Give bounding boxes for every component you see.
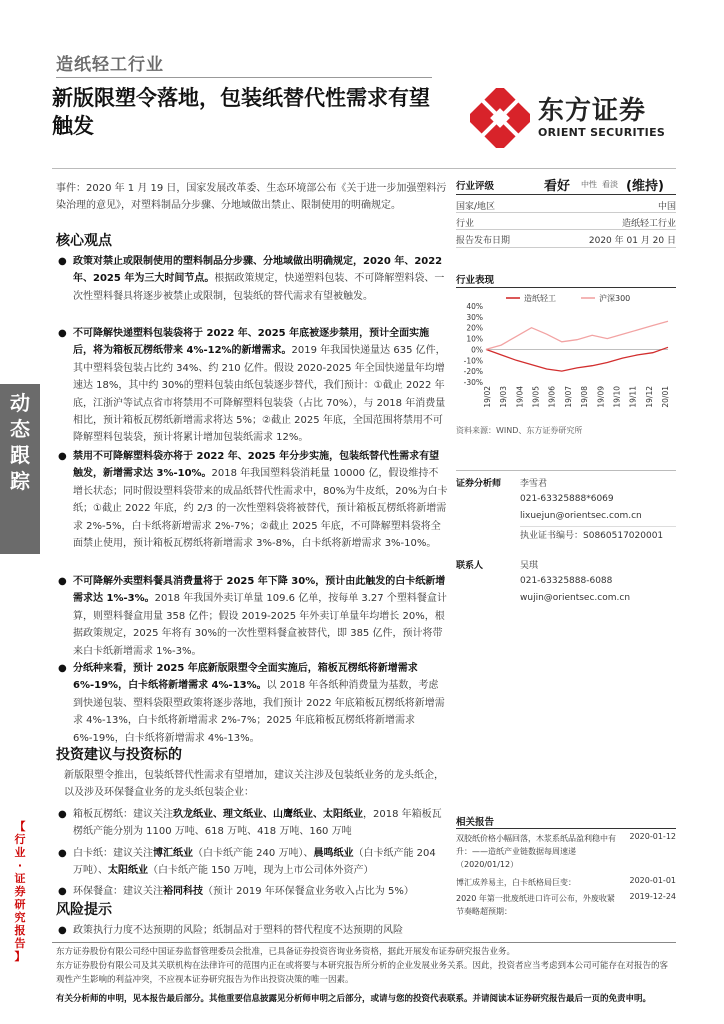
x-tick-label: 19/10 [612, 386, 622, 408]
row-value: 2020 年 01 月 20 日 [588, 236, 676, 246]
x-tick-label: 19/02 [483, 386, 492, 408]
item-post: （白卡纸产能 150 万吨，现为上市公司体外资产） [148, 865, 374, 877]
invest-item: ● 环保餐盒：建议关注裕同科技（预计 2019 年环保餐盒业务收入占比为 5%） [58, 886, 414, 897]
bullet-bold: 不可降解快递塑料包装袋将于 2022 年、2025 年底被逐步禁用，预计全面实施后，将为箱板瓦楞纸带来 4%-12%的新增需求。 [73, 328, 430, 357]
analyst-cert: 执业证书编号：S0860517020001 [520, 531, 664, 541]
rating-box [456, 176, 676, 252]
divider [456, 229, 676, 230]
item-pre: 环保餐盒：建议关注 [73, 886, 163, 897]
analyst-name: 李雪君 [520, 479, 548, 489]
rating-value: 看好 [544, 179, 571, 194]
legend-label: 沪深300 [599, 294, 631, 303]
item-bold: 博汇纸业 [153, 848, 193, 859]
core-bullet: ● 不可降解快递塑料包装袋将于 2022 年、2025 年底被逐步禁用，预计全面实施后，将为箱板瓦楞纸带来 4%-12%的新增需求。2019 年我国快递量达 635 亿件，其中塑料袋包装占比约 34%、约 210 亿件。假设 2020-2025 年全国快递量年均增速达 18%，其中约 30%的塑料包装由纸包装逐步替代，我们预计：①截止 2022 年底，江浙沪等试点省市将禁用不可降解塑料包装袋（占比 70%），与 2018 年消费量相比，预计箱板瓦楞纸新增需求将达 5%；②截止 2025 年底，全国范围将禁用不可降解塑料包装袋，预计将累计增加包装纸需求 12%。 [58, 328, 446, 444]
orient-logo-icon [470, 88, 530, 148]
analyst-label: 证券分析师 [456, 479, 502, 489]
x-tick-label: 19/12 [644, 386, 654, 408]
divider [456, 287, 676, 288]
legend-label: 造纸轻工 [524, 294, 556, 303]
rating-row [456, 199, 676, 213]
invest-item: ● 白卡纸：建议关注博汇纸业（白卡纸产能 240 万吨）、晨鸣纸业（白卡纸产能 204 万吨）、太阳纸业（白卡纸产能 150 万吨，现为上市公司体外资产） [58, 848, 436, 877]
item-pre: 白卡纸：建议关注 [73, 848, 153, 859]
company-logo [470, 88, 680, 148]
related-date: 2019-12-24 [629, 892, 676, 901]
divider [56, 77, 432, 78]
side-tag-char: 证 [14, 872, 26, 885]
x-tick-label: 19/03 [499, 386, 509, 408]
performance-heading: 行业表现 [456, 275, 495, 286]
risk-heading: 风险提示 [56, 902, 112, 918]
side-tag-char: · [17, 859, 23, 872]
side-tag [8, 820, 32, 963]
bullet-bold: 禁用不可降解塑料袋亦将于 2022 年、2025 年分步实施，包装纸替代性需求有望触发，新增需求达 3%-10%。 [73, 451, 440, 480]
bullet-bold: 不可降解外卖塑料餐具消费量将于 2025 年下降 30%，预计由此触发的白卡纸新增需求达 1%-3%。 [73, 576, 446, 605]
core-bullet: ● 政策对禁止或限制使用的塑料制品分步骤、分地域做出明确规定，2020 年、2022 年、2025 年为三大时间节点。根据政策规定，快递塑料包装、不可降解塑料袋、一次性塑料餐具将逐步被禁止或限制，包装纸的替代需求有望被触发。 [58, 256, 445, 302]
item-mid: （白卡纸产能 240 万吨）、 [193, 848, 314, 859]
row-value: 造纸轻工行业 [621, 219, 676, 229]
divider [52, 942, 676, 943]
invest-intro: 新版限塑令推出，包装纸替代性需求有望增加，建议关注涉及包装纸业务的龙头纸企，以及涉及环保餐盒业务的龙头纸包装企业： [64, 770, 444, 799]
y-tick-label: 0% [471, 345, 483, 355]
contact-email[interactable]: wujin@orientsec.com.cn [520, 593, 631, 603]
item-post: （预计 2019 年环保餐盒业务收入占比为 5%） [203, 886, 414, 897]
x-tick-label: 19/04 [515, 386, 525, 408]
series-line [486, 321, 668, 349]
rating-maintain: (维持) [626, 179, 664, 194]
invest-item: ● 箱板瓦楞纸：建议关注玖龙纸业、理文纸业、山鹰纸业、太阳纸业，2018 年箱板瓦楞纸产能分别为 1100 万吨、618 万吨、418 万吨、160 万吨 [58, 809, 442, 838]
x-tick-label: 19/09 [596, 386, 606, 408]
y-tick-label: 40% [466, 302, 483, 311]
core-heading: 核心观点 [56, 233, 112, 249]
divider [456, 247, 676, 248]
invest-heading: 投资建议与投资标的 [56, 747, 182, 763]
divider [456, 828, 676, 829]
x-tick-label: 19/11 [628, 386, 638, 408]
item-post: ，2018 年箱板瓦楞纸产能分别为 1100 万吨、618 万吨、418 万吨、160 万吨 [73, 809, 442, 838]
x-tick-label: 19/05 [531, 386, 541, 408]
side-tag-char: 【 [14, 820, 26, 833]
item-bold: 太阳纸业 [108, 865, 148, 877]
performance-chart [456, 290, 676, 422]
footer-license: 东方证券股份有限公司经中国证券监督管理委员会批准，已具备证券投资咨询业务资格，据此开展发布证券研究报告业务。 [56, 947, 516, 957]
contact-name: 吴琪 [520, 561, 539, 571]
side-tag-char: 行 [14, 833, 26, 846]
side-tab-text [0, 384, 40, 494]
analyst-phone: 021-63325888*6069 [520, 494, 614, 504]
bullet-text: 2019 年我国快递量达 635 亿件，其中塑料袋包装占比约 34%、约 210 亿件。假设 2020-2025 年全国快递量年均增速达 18%，其中约 30%的塑料包装由纸包装逐步替代，我们预计：①截止 2022 年底，江浙沪等试点省市将禁用不可降解塑料包装袋（占比 70%），与 2018 年消费量相比，预计箱板瓦楞纸新增需求将达 5%；②截止 2025 年底，全国范围将禁用不可降解塑料包装袋，预计将累计增加包装纸需求 12%。 [73, 345, 446, 444]
analyst-email[interactable]: lixuejun@orientsec.com.cn [520, 511, 642, 521]
item-mid: （白卡纸产能 204 万吨）、 [73, 848, 436, 877]
y-tick-label: -10% [463, 356, 483, 366]
related-date: 2020-01-12 [629, 832, 676, 841]
logo-chinese: 东方证券 [538, 96, 647, 126]
related-date: 2020-01-01 [629, 876, 676, 885]
divider [456, 470, 676, 471]
core-bullet: ● 禁用不可降解塑料袋亦将于 2022 年、2025 年分步实施，包装纸替代性需求有望触发，新增需求达 3%-10%。2018 年我国塑料袋消耗量 10000 亿，假设维持不增长状态；同时假设塑料袋带来的成品纸替代性需求中，80%为牛皮纸，20%为白卡纸；①截止 2022 年底，约 2/3 的一次性塑料袋将被替代，预计箱板瓦楞纸将新增需求 2%-5%，白卡纸将新增需求 2%-7%；②截止 2025 年底，不可降解塑料袋将全面禁止使用，预计箱板瓦楞纸将新增需求 3%-8%，白卡纸将新增需求 3%-10%。 [58, 451, 448, 550]
report-title: 新版限塑令落地，包装纸替代性需求有望触发 [52, 86, 430, 138]
row-key: 行业 [456, 219, 475, 229]
side-tag-char: 券 [14, 885, 26, 898]
side-tab-char: 踪 [10, 469, 30, 493]
item-pre: 箱板瓦楞纸：建议关注 [73, 809, 173, 820]
item-bold: 晨鸣纸业 [313, 848, 354, 859]
core-bullet: ● 分纸种来看，预计 2025 年底新版限塑令全面实施后，箱板瓦楞纸将新增需求 6%-19%，白卡纸将新增需求 4%-13%。以 2018 年各纸种消费量为基数，考虑到快递包装、塑料袋限塑政策将逐步落地，我们预计 2022 年底箱板瓦楞纸将新增需求 4%-13%，白卡纸将新增需求 2%-7%；2025 年底箱板瓦楞纸将新增需求 6%-19%，白卡纸将新增需求 4%-13%。 [58, 663, 445, 744]
side-tag-char: 报 [14, 924, 26, 937]
y-tick-label: -20% [463, 367, 483, 377]
rating-row [456, 216, 676, 230]
row-key: 国家/地区 [456, 202, 496, 212]
rating-opt-negative: 看淡 [602, 180, 618, 189]
side-tab-char: 动 [10, 391, 30, 415]
related-title[interactable]: 双胶纸价格小幅回落，木浆系纸品盈利稳中有升：——造纸产业链数据每周速递（2020/01/12） [456, 834, 616, 869]
x-tick-label: 19/08 [580, 386, 590, 408]
rating-row [456, 233, 676, 247]
row-value: 中国 [657, 202, 676, 212]
divider [520, 526, 676, 527]
series-line [486, 347, 668, 371]
item-bold: 玖龙纸业、理文纸业、山鹰纸业、太阳纸业 [173, 809, 363, 820]
side-tag-char: 告 [14, 937, 26, 950]
risk-text: 政策执行力度不达预期的风险；纸制品对于塑料的替代程度不达预期的风险 [73, 925, 403, 936]
chart-source: 资料来源：WIND、东方证券研究所 [456, 426, 583, 435]
side-tab-char: 态 [10, 417, 30, 441]
side-tag-char: 研 [14, 898, 26, 911]
rating-label: 行业评级 [456, 181, 495, 192]
y-tick-label: 20% [466, 323, 483, 333]
item-bold: 裕同科技 [163, 886, 203, 897]
divider [52, 168, 676, 169]
event-paragraph: 事件：2020 年 1 月 19 日，国家发展改革委、生态环境部公布《关于进一步加强塑料污染治理的意见》，对塑料制品分步骤、分地域做出禁止、限制使用的明确规定。 [56, 183, 447, 212]
analyst-box [456, 470, 676, 603]
footer-disclosure: 东方证券股份有限公司及其关联机构在法律许可的范围内正在或将要与本研究报告所分析的企业发展业务关系。因此，投资者应当考虑到本公司可能存在对报告的客观性产生影响的利益冲突，不应视本证券研究报告为作出投资决策的唯一因素。 [56, 961, 669, 985]
x-tick-label: 19/06 [547, 386, 557, 408]
side-tab [0, 384, 40, 554]
related-box [456, 814, 676, 934]
divider [456, 194, 676, 195]
related-title[interactable]: 博汇成养易主，白卡纸格局巨变： [456, 878, 576, 887]
bullet-bold: 分纸种来看，预计 2025 年底新版限塑令全面实施后，箱板瓦楞纸将新增需求 6%-19%，白卡纸将新增需求 4%-13%。 [73, 663, 418, 692]
related-heading: 相关报告 [456, 817, 495, 828]
side-tab-char: 跟 [10, 443, 30, 467]
footer-notice: 有关分析师的申明，见本报告最后部分。其他重要信息披露见分析师申明之后部分，或请与您的投资代表联系。并请阅读本证券研究报告最后一页的免责申明。 [56, 994, 652, 1004]
rating-opt-neutral: 中性 [581, 180, 597, 189]
core-bullet: ● 不可降解外卖塑料餐具消费量将于 2025 年下降 30%，预计由此触发的白卡纸新增需求达 1%-3%。2018 年我国外卖订单量 109.6 亿单，按每单 3.27 个塑料餐盒计算，则塑料餐盒用量 358 亿件；假设 2019-2025 年外卖订单量年均增长 20%，根据政策规定，2025 年将有 30%的一次性塑料餐盒被替代，即 385 亿件，预计将带来白卡纸新增需求 1%-3%。 [58, 576, 447, 657]
divider [456, 212, 676, 213]
bullet-text: 以 2018 年各纸种消费量为基数，考虑到快递包装、塑料袋限塑政策将逐步落地，我们预计 2022 年底箱板瓦楞纸将新增需求 4%-13%，白卡纸将新增需求 2%-7%；2025 年底箱板瓦楞纸将新增需求 6%-19%，白卡纸将新增需求 4%-13%。 [73, 680, 445, 744]
logo-english: ORIENT SECURITIES [538, 126, 666, 139]
contact-phone: 021-63325888-6088 [520, 576, 613, 586]
y-tick-label: 30% [466, 312, 483, 322]
side-tag-char: 】 [14, 950, 26, 963]
performance-box [456, 272, 676, 435]
y-tick-label: -30% [463, 378, 483, 387]
x-tick-label: 20/01 [661, 386, 670, 408]
side-tag-char: 究 [14, 911, 26, 924]
risk-item: ● 政策执行力度不达预期的风险；纸制品对于塑料的替代程度不达预期的风险 [58, 925, 403, 936]
bullet-text: 2018 年我国塑料袋消耗量 10000 亿，假设维持不增长状态；同时假设塑料袋带来的成品纸替代性需求中，80%为牛皮纸，20%为白卡纸；①截止 2022 年底，约 2/3 的一次性塑料袋将被替代，预计箱板瓦楞纸将新增需求 2%-5%，白卡纸将新增需求 2%-7%；②截止 2025 年底，不可降解塑料袋将全面禁止使用，预计箱板瓦楞纸将新增需求 3%-8%，白卡纸将新增需求 3%-10%。 [73, 468, 448, 550]
x-tick-label: 19/07 [563, 386, 573, 408]
contact-label: 联系人 [456, 561, 484, 571]
bullet-bold: 政策对禁止或限制使用的塑料制品分步骤、分地域做出明确规定，2020 年、2022 年、2025 年为三大时间节点。 [73, 256, 443, 285]
side-tag-char: 业 [14, 846, 26, 859]
industry-label: 造纸轻工行业 [56, 55, 164, 75]
bullet-text: 根据政策规定，快递塑料包装、不可降解塑料袋、一次性塑料餐具将逐步被禁止或限制，包装纸的替代需求有望被触发。 [73, 273, 445, 302]
row-key: 报告发布日期 [456, 236, 511, 246]
related-title[interactable]: 2020 年第一批废纸进口许可公布，外废收紧节奏略超预期： [456, 894, 615, 916]
bullet-text: 2018 年我国外卖订单量 109.6 亿单，按每单 3.27 个塑料餐盒计算，则塑料餐盒用量 358 亿件；假设 2019-2025 年外卖订单量年均增长 20%，根据政策规定，2025 年将有 30%的一次性塑料餐盒被替代，即 385 亿件，预计将带来白卡纸新增需求 1%-3%。 [73, 593, 447, 657]
y-tick-label: 10% [466, 334, 483, 344]
